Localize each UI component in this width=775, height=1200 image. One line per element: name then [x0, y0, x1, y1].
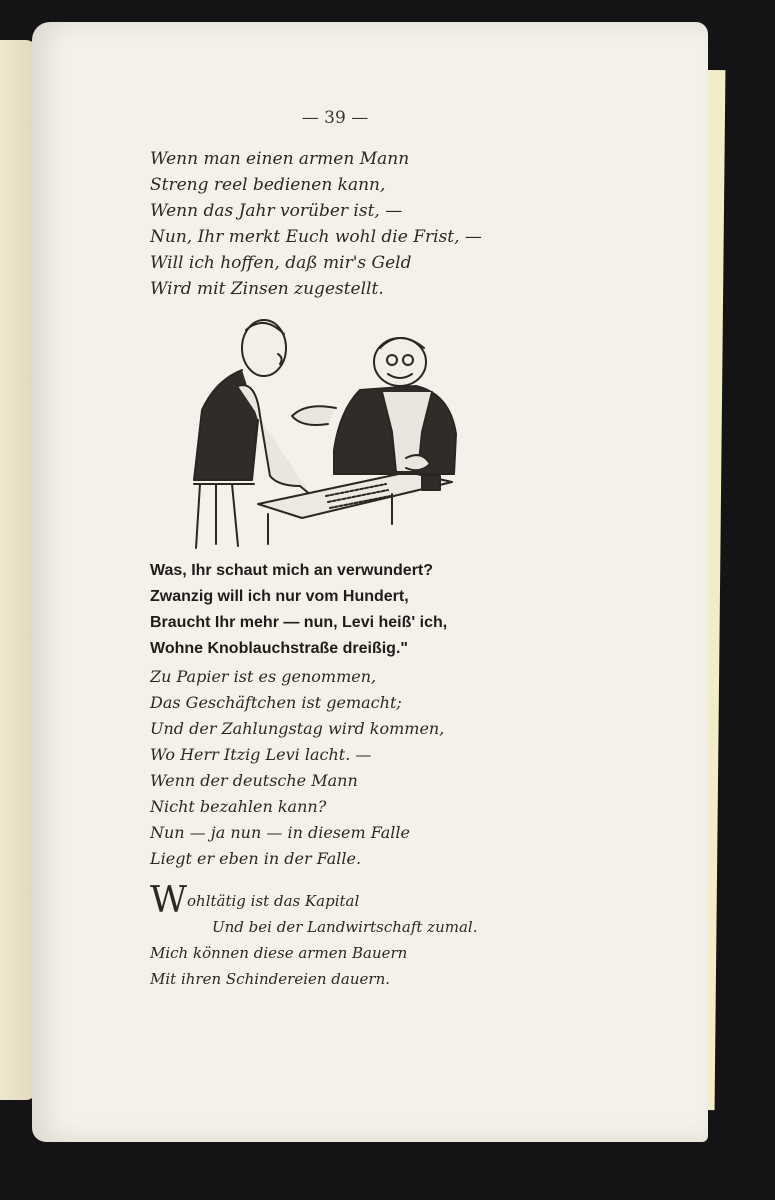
page-number: — 39 —	[301, 108, 369, 128]
verse-line: Nun, Ihr merkt Euch wohl die Frist, —	[150, 227, 482, 247]
stanza-3	[150, 664, 444, 872]
verse-line: Mit ihren Schindereien dauern.	[150, 970, 390, 988]
verse-line: Zwanzig will ich nur vom Hundert,	[150, 588, 409, 605]
verse-line: Wenn man einen armen Mann	[150, 149, 410, 169]
verse-line: Wird mit Zinsen zugestellt.	[150, 279, 384, 299]
verse-line: Das Geschäftchen ist gemacht;	[150, 693, 402, 712]
drop-cap: W	[150, 880, 188, 921]
verse-line: Nicht bezahlen kann?	[150, 797, 327, 816]
verse-line: Braucht Ihr mehr — nun, Levi heiß' ich,	[150, 614, 448, 631]
verse-line: Wohne Knoblauchstraße dreißig."	[150, 640, 408, 657]
verse-line: Mich können diese armen Bauern	[150, 944, 408, 962]
verse-line: Will ich hoffen, daß mir's Geld	[150, 253, 412, 273]
verse-line	[150, 880, 477, 921]
verse-line: Nun — ja nun — in diesem Falle	[150, 823, 410, 842]
stanza-4	[150, 880, 478, 992]
verse-line: Was, Ihr schaut mich an verwundert?	[150, 562, 434, 579]
verse-line: Wenn der deutsche Mann	[150, 771, 358, 790]
verse-line: Liegt er eben in der Falle.	[150, 849, 362, 868]
verse-line: Wo Herr Itzig Levi lacht. —	[150, 745, 372, 764]
facing-page-edge	[0, 40, 36, 1100]
verse-line: Und bei der Landwirtschaft zumal.	[212, 918, 478, 936]
stanza-2	[150, 558, 447, 662]
verse-line-text: ohltätig ist das Kapital	[187, 892, 360, 910]
verse-line: Wenn das Jahr vorüber ist, —	[150, 201, 403, 221]
verse-line: Und der Zahlungstag wird kommen,	[150, 719, 445, 738]
verse-line: Zu Papier ist es genommen,	[150, 667, 377, 686]
cartoon-illustration	[176, 308, 476, 554]
stanza-1	[150, 146, 482, 302]
verse-line: Streng reel bedienen kann,	[150, 175, 386, 195]
